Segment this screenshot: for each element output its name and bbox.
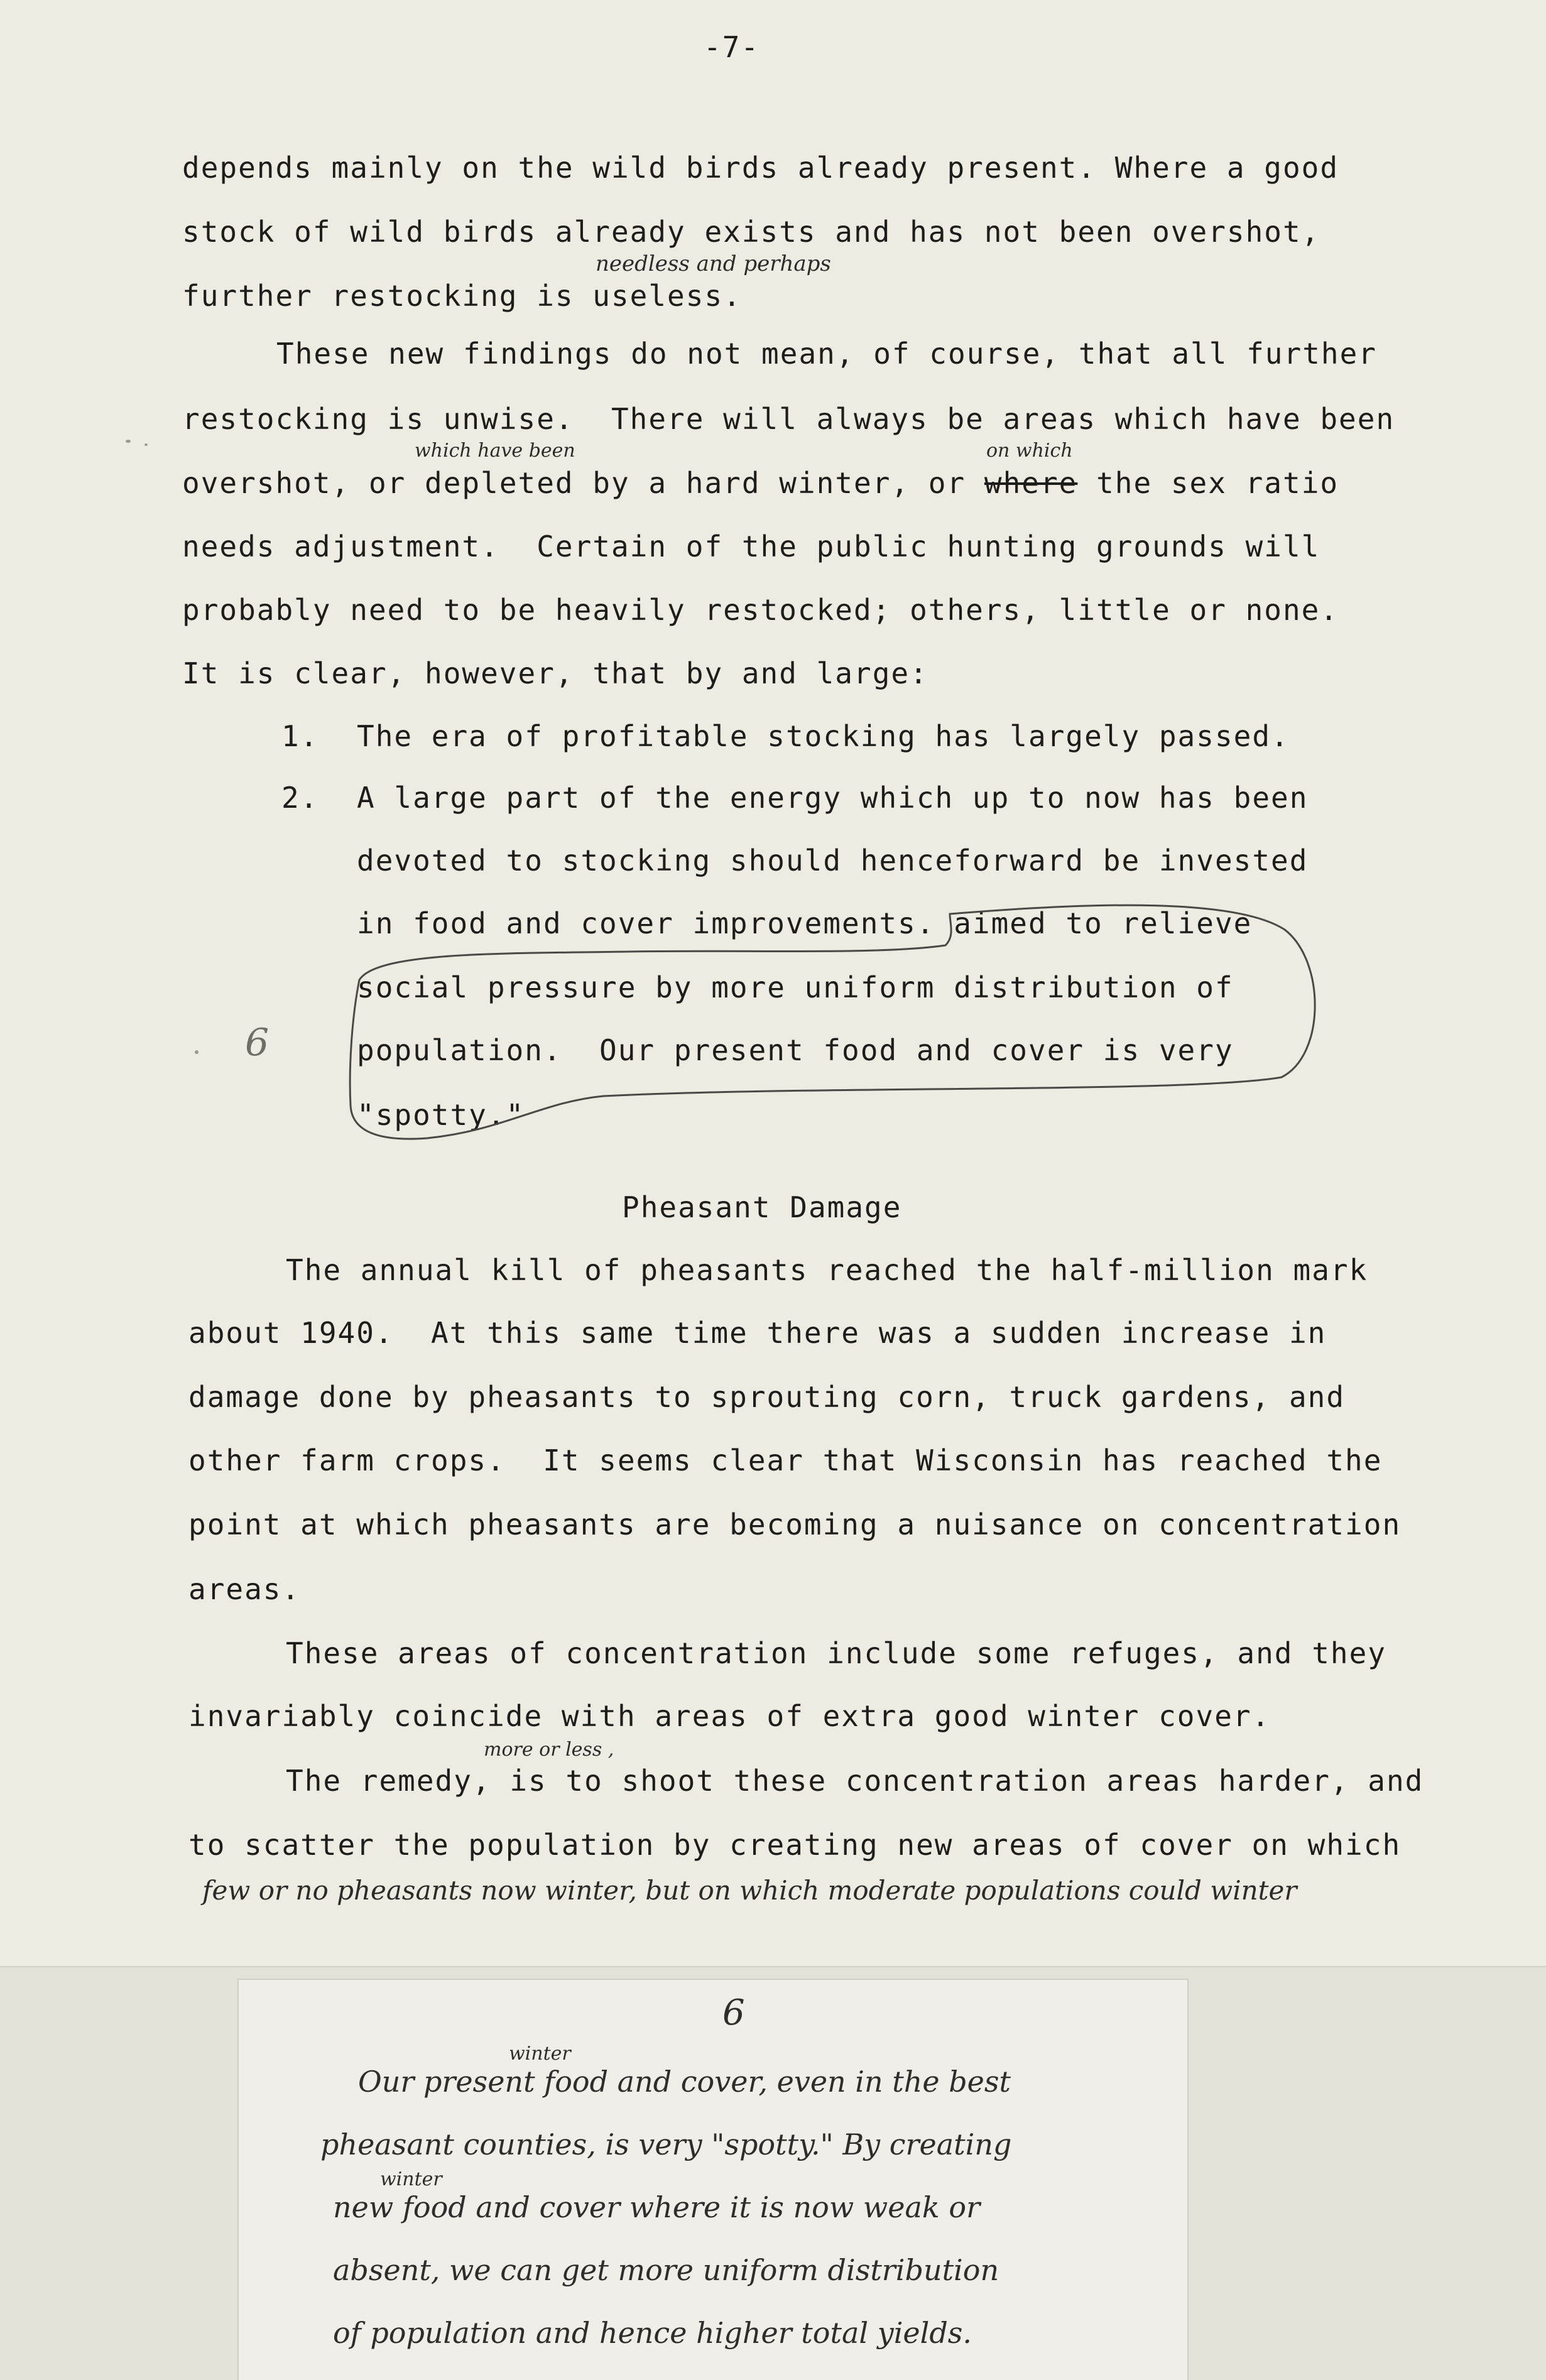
section-heading: Pheasant Damage — [622, 1190, 902, 1224]
para2-line3-b: depleted by a hard winter, or — [406, 466, 966, 500]
note-insert-winter-2: winter — [380, 2168, 442, 2190]
struck-where: where — [984, 466, 1078, 500]
insert-more-or-less: more or less , — [484, 1739, 614, 1761]
note-insert-winter-1: winter — [509, 2043, 571, 2065]
para4-line1: These areas of concentration include some refuges, and they — [286, 1636, 1386, 1670]
para2-line1: These new findings do not mean, of course, that all further — [276, 337, 1377, 371]
paper-speck — [144, 443, 148, 446]
paper-speck — [195, 1050, 199, 1054]
para2-line6: It is clear, however, that by and large: — [182, 656, 928, 690]
para3-line1: The annual kill of pheasants reached the half-million mark — [286, 1253, 1368, 1287]
note-line5: of population and hence higher total yields. — [333, 2316, 972, 2350]
para4-line2: invariably coincide with areas of extra good winter cover. — [188, 1699, 1271, 1733]
para3-line3: damage done by pheasants to sprouting corn, truck gardens, and — [188, 1380, 1346, 1414]
para3-line2: about 1940. At this same time there was a sudden increase in — [188, 1316, 1327, 1350]
margin-mark: 6 — [245, 1021, 269, 1065]
note-number: 6 — [722, 1992, 745, 2033]
list-item2-line2: devoted to stocking should henceforward be invested — [357, 844, 1309, 878]
list-item1-text: The era of profitable stocking has largely passed. — [357, 719, 1290, 753]
list-item2-number: 2. — [281, 781, 319, 815]
para5-line1: The remedy, is to shoot these concentration areas harder, and — [286, 1764, 1424, 1798]
insert-which-have-been: which have been — [415, 440, 575, 462]
handwritten-note-card — [237, 1979, 1189, 2380]
page-number: -7- — [704, 30, 760, 64]
para2-line4: needs adjustment. Certain of the public hunting grounds will — [182, 530, 1320, 563]
para3-line6: areas. — [188, 1572, 301, 1606]
list-item2-line4: social pressure by more uniform distribution of — [357, 970, 1234, 1004]
para2-line5: probably need to be heavily restocked; others, little or none. — [182, 593, 1339, 627]
para1-line3: further restocking is useless. — [182, 279, 742, 313]
para3-line5: point at which pheasants are becoming a nuisance on concentration — [188, 1508, 1402, 1541]
para1-line2: stock of wild birds already exists and has not been overshot, — [182, 215, 1320, 249]
note-line1: Our present food and cover, even in the best — [358, 2065, 1011, 2099]
note-line4: absent, we can get more uniform distribution — [333, 2253, 999, 2287]
paper-speck — [126, 440, 131, 443]
para2-line2: restocking is unwise. There will always be areas which have been — [182, 402, 1395, 436]
note-line2: pheasant counties, is very "spotty." By creating — [320, 2127, 1012, 2161]
para2-line3-a: overshot, or — [182, 466, 406, 500]
insert-on-which: on which — [986, 440, 1073, 462]
para2-line3-c: the sex ratio — [1077, 466, 1339, 500]
list-item1-number: 1. — [281, 719, 319, 753]
insert-needless: needless and perhaps — [596, 251, 831, 276]
handwritten-continuation: few or no pheasants now winter, but on which moderate populations could winter — [202, 1875, 1297, 1906]
para1-line1: depends mainly on the wild birds already present. Where a good — [182, 151, 1339, 185]
list-item2-line5: population. Our present food and cover is very — [357, 1033, 1234, 1067]
para5-line2: to scatter the population by creating new areas of cover on which — [188, 1828, 1402, 1862]
para3-line4: other farm crops. It seems clear that Wisconsin has reached the — [188, 1443, 1383, 1477]
list-item2-line3: in food and cover improvements. aimed to relieve — [357, 906, 1253, 940]
note-line3: new food and cover where it is now weak or — [333, 2190, 981, 2224]
list-item2-line6: "spotty." — [357, 1098, 525, 1132]
list-item2-line1: A large part of the energy which up to now has been — [357, 781, 1309, 815]
